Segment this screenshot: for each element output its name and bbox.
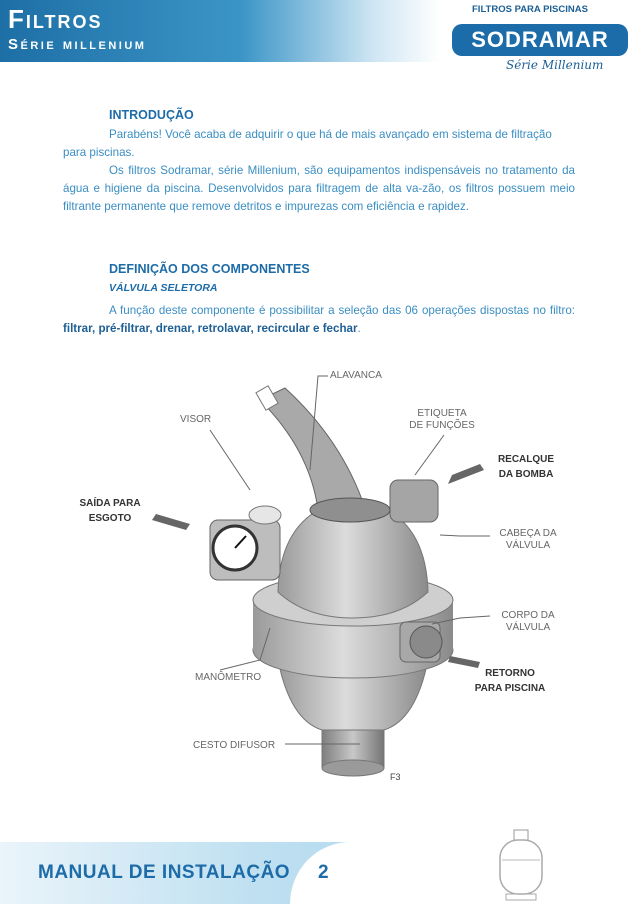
header-subtitle: Série millenium bbox=[8, 36, 147, 53]
return-port-opening bbox=[410, 626, 442, 658]
filter-tank-icon bbox=[496, 826, 546, 902]
label-visor: VISOR bbox=[180, 414, 212, 425]
label-recalque-line2: DA BOMBA bbox=[498, 469, 554, 480]
label-alavanca: ALAVANCA bbox=[330, 370, 382, 381]
label-corpo-line2: VÁLVULA bbox=[505, 622, 551, 633]
valve-subtitle: VÁLVULA SELETORA bbox=[109, 282, 218, 294]
lever-base bbox=[310, 498, 390, 522]
drain-arrow bbox=[152, 514, 190, 530]
definition-title: DEFINIÇÃO DOS COMPONENTES bbox=[109, 262, 310, 276]
pump-arrow bbox=[448, 464, 484, 484]
label-cesto: CESTO DIFUSOR bbox=[193, 740, 276, 751]
label-saida bbox=[66, 496, 154, 526]
pump-inlet-port bbox=[390, 480, 438, 522]
label-etiqueta bbox=[400, 408, 484, 432]
intro-title: INTRODUÇÃO bbox=[109, 108, 194, 122]
footer-wave bbox=[290, 842, 638, 904]
label-retorno bbox=[460, 666, 560, 696]
figure-number: F3 bbox=[390, 772, 401, 782]
intro-paragraph-2: Os filtros Sodramar, série Millenium, são equipamentos indispensáveis no tratamento da água e higiene da piscina. Desenvolvidos para filtragem de alta va-zão, os filtros possuem meio filtrante permanente que remove detritos e impurezas com eficiência e rapidez. bbox=[63, 164, 575, 213]
valve-paragraph-end: . bbox=[357, 322, 361, 335]
tank-valve-icon bbox=[514, 830, 528, 840]
valve-figure bbox=[60, 360, 580, 790]
footer-title: MANUAL DE INSTALAÇÃO bbox=[38, 862, 291, 883]
page-header bbox=[0, 0, 638, 80]
tank-base-icon bbox=[506, 894, 536, 900]
sodramar-logo bbox=[440, 0, 638, 80]
logo-script: Série Millenium bbox=[506, 58, 604, 72]
operations-list: filtrar, pré-filtrar, drenar, retrolavar, recircular e fechar bbox=[63, 322, 358, 335]
label-saida-line2: ESGOTO bbox=[88, 513, 132, 524]
label-retorno-line1: RETORNO bbox=[485, 668, 535, 679]
label-corpo bbox=[492, 610, 564, 634]
basket-bottom bbox=[322, 760, 384, 776]
header-title: Filtros bbox=[8, 4, 103, 34]
label-retorno-line2: PARA PISCINA bbox=[474, 683, 546, 694]
label-recalque-line1: RECALQUE bbox=[497, 454, 555, 465]
page-number: 2 bbox=[318, 862, 329, 883]
label-cabeca bbox=[492, 528, 564, 552]
valve-paragraph-text: A função deste componente é possibilitar a seleção das 06 operações dispostas no filtro: bbox=[109, 304, 575, 317]
sight-glass bbox=[249, 506, 281, 524]
logo-tagline: FILTROS PARA PISCINAS bbox=[472, 4, 588, 15]
valve-illustration bbox=[60, 360, 580, 790]
label-etiqueta-line2: DE FUNÇÕES bbox=[409, 420, 475, 431]
valve-paragraph bbox=[63, 302, 575, 338]
label-etiqueta-line1: ETIQUETA bbox=[417, 408, 467, 419]
label-cabeca-line1: CABEÇA DA bbox=[499, 528, 557, 539]
logo-brand: SODRAMAR bbox=[452, 24, 628, 56]
intro-paragraph-1: Parabéns! Você acaba de adquirir o que há de mais avançado em sistema de filtração para piscinas. bbox=[63, 128, 552, 159]
valve-lever bbox=[260, 388, 365, 510]
label-recalque bbox=[486, 452, 566, 482]
tank-body-icon bbox=[500, 840, 542, 894]
label-saida-line1: SAÍDA PARA bbox=[79, 498, 141, 509]
label-manometro: MANÔMETRO bbox=[195, 672, 262, 683]
label-cabeca-line2: VÁLVULA bbox=[505, 540, 551, 551]
label-corpo-line1: CORPO DA bbox=[501, 610, 555, 621]
